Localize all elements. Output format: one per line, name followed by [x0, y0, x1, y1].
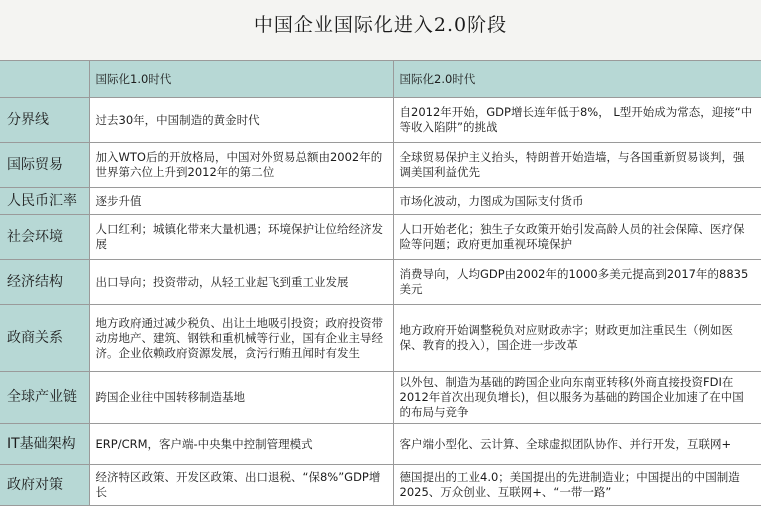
- era-2-cell: 市场化波动，力图成为国际支付货币: [393, 188, 761, 215]
- era-1-cell: 人口红利；城镇化带来大量机遇；环境保护让位给经济发展: [89, 215, 393, 260]
- era-1-cell: 加入WTO后的开放格局，中国对外贸易总额由2002年的世界第六位上升到2012年的第二位: [89, 143, 393, 188]
- row-label: 国际贸易: [0, 143, 89, 188]
- table-row: [0, 188, 761, 215]
- era-2-cell: 德国提出的工业4.0；美国提出的先进制造业；中国提出的中国制造2025、万众创业、互联网+、“一带一路”: [393, 465, 761, 506]
- row-label: 全球产业链: [0, 372, 89, 424]
- table-row: [0, 305, 761, 372]
- row-label: 分界线: [0, 98, 89, 143]
- era-2-cell: 客户端小型化、云计算、全球虚拟团队协作、并行开发，互联网+: [393, 424, 761, 465]
- era-2-cell: 以外包、制造为基础的跨国企业向东南亚转移(外商直接投资FDI在2012年首次出现负增长)，但以服务为基础的跨国企业加速了在中国的布局与竞争: [393, 372, 761, 424]
- era-2-cell: 自2012年开始，GDP增长连年低于8%， L型开始成为常态，迎接“中等收入陷阱”的挑战: [393, 98, 761, 143]
- table-row: [0, 143, 761, 188]
- table-row: [0, 424, 761, 465]
- row-label: 政商关系: [0, 305, 89, 372]
- comparison-table: [0, 60, 761, 506]
- era-2-cell: 全球贸易保护主义抬头，特朗普开始造墙，与各国重新贸易谈判，强调美国利益优先: [393, 143, 761, 188]
- era-2-cell: 地方政府开始调整税负对应财政赤字；财政更加注重民生（例如医保、教育的投入），国企进一步改革: [393, 305, 761, 372]
- table-header-row: [0, 61, 761, 98]
- row-label: 人民币汇率: [0, 188, 89, 215]
- row-label: 经济结构: [0, 260, 89, 305]
- era-1-cell: 跨国企业往中国转移制造基地: [89, 372, 393, 424]
- header-era-2: 国际化2.0时代: [393, 61, 761, 98]
- era-2-cell: 人口开始老化；独生子女政策开始引发高龄人员的社会保障、医疗保险等问题；政府更加重视环境保护: [393, 215, 761, 260]
- row-label: IT基础架构: [0, 424, 89, 465]
- era-1-cell: 地方政府通过减少税负、出让土地吸引投资；政府投资带动房地产、建筑、钢铁和重机械等行业，国有企业主导经济。企业依赖政府资源发展，贪污行贿丑闻时有发生: [89, 305, 393, 372]
- era-1-cell: 过去30年，中国制造的黄金时代: [89, 98, 393, 143]
- era-2-cell: 消费导向，人均GDP由2002年的1000多美元提高到2017年的8835美元: [393, 260, 761, 305]
- row-label: 社会环境: [0, 215, 89, 260]
- table-row: [0, 372, 761, 424]
- header-era-1: 国际化1.0时代: [89, 61, 393, 98]
- table-row: [0, 98, 761, 143]
- row-label: 政府对策: [0, 465, 89, 506]
- table-row: [0, 215, 761, 260]
- era-1-cell: 逐步升值: [89, 188, 393, 215]
- table-row: [0, 260, 761, 305]
- era-1-cell: 出口导向；投资带动，从轻工业起飞到重工业发展: [89, 260, 393, 305]
- era-1-cell: 经济特区政策、开发区政策、出口退税、“保8%”GDP增长: [89, 465, 393, 506]
- table-row: [0, 465, 761, 506]
- era-1-cell: ERP/CRM，客户端-中央集中控制管理模式: [89, 424, 393, 465]
- header-empty-cell: [0, 61, 89, 98]
- page-title: 中国企业国际化进入2.0阶段: [253, 14, 508, 36]
